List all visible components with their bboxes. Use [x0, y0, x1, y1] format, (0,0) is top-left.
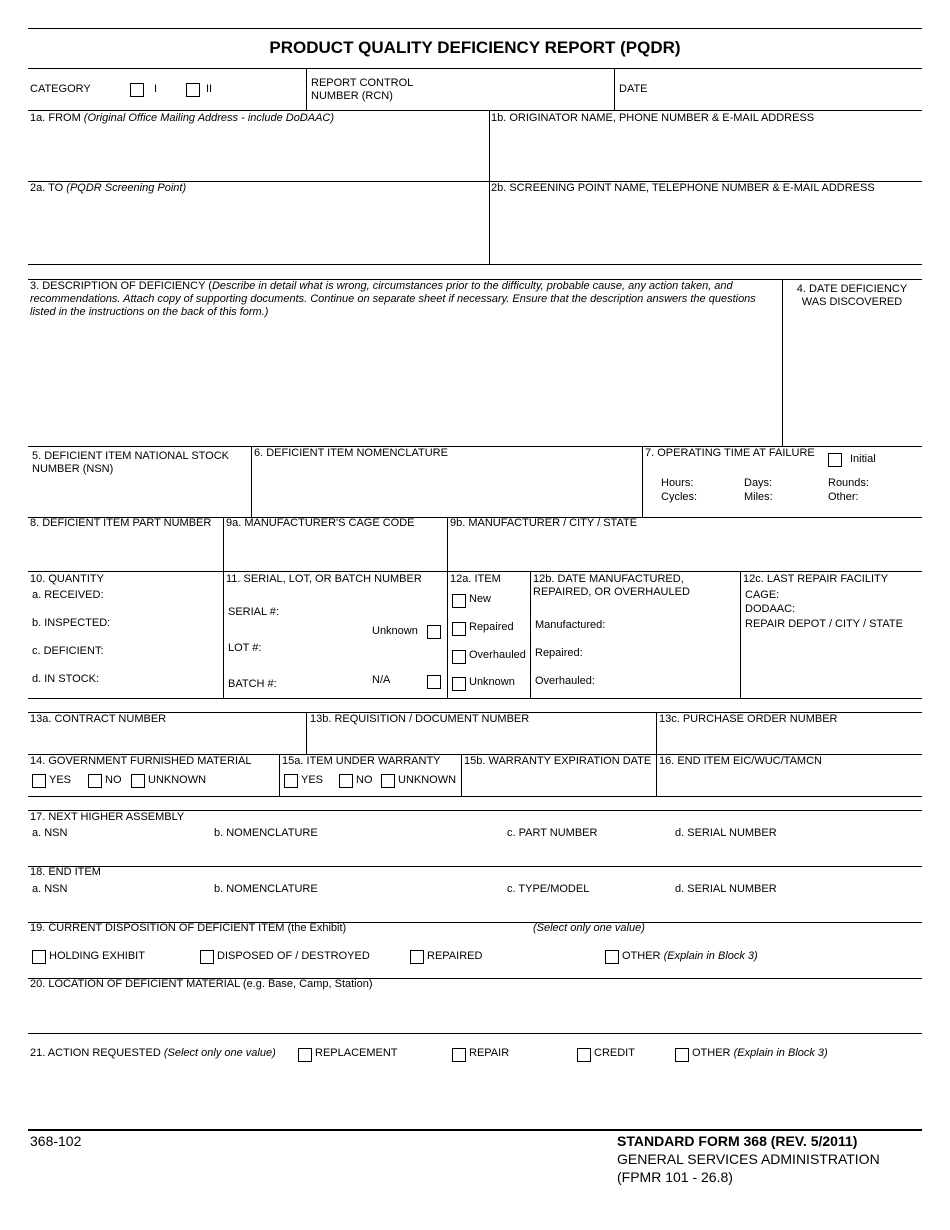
- block-4-label-line2: WAS DISCOVERED: [801, 296, 903, 308]
- block-5-label-line1: 5. DEFICIENT ITEM NATIONAL STOCK: [32, 450, 230, 462]
- block-12b-label-line1: 12b. DATE MANUFACTURED,: [533, 573, 684, 585]
- block-9a-label: 9a. MANUFACTURER'S CAGE CODE: [226, 517, 415, 529]
- warranty-yes-label: YES: [301, 774, 324, 786]
- holding-exhibit-label: HOLDING EXHIBIT: [49, 950, 145, 962]
- block-20-label: 20. LOCATION OF DEFICIENT MATERIAL (e.g. Base, Camp, Station): [30, 978, 373, 990]
- warranty-unknown-checkbox[interactable]: [381, 774, 395, 788]
- inspected-label: b. INSPECTED:: [32, 617, 111, 629]
- category-ii-label: II: [206, 83, 213, 95]
- block-18-label: 18. END ITEM: [30, 866, 101, 878]
- block-14-label: 14. GOVERNMENT FURNISHED MATERIAL: [30, 755, 252, 767]
- warranty-unknown-label: UNKNOWN: [398, 774, 457, 786]
- block-1b-label: 1b. ORIGINATOR NAME, PHONE NUMBER & E-MAIL ADDRESS: [491, 112, 815, 124]
- cage-label: CAGE:: [745, 589, 780, 601]
- miles-label: Miles:: [744, 491, 773, 503]
- block-2b-label: 2b. SCREENING POINT NAME, TELEPHONE NUMBER & E-MAIL ADDRESS: [491, 182, 875, 194]
- batch-label: BATCH #:: [228, 678, 277, 690]
- cycles-label: Cycles:: [661, 491, 698, 503]
- disposition-other-label: OTHER (Explain in Block 3): [622, 950, 758, 962]
- lot-label: LOT #:: [228, 642, 262, 654]
- gfm-yes-checkbox[interactable]: [32, 774, 46, 788]
- standard-form-id: STANDARD FORM 368 (REV. 5/2011): [617, 1133, 858, 1149]
- block-1a-label: 1a. FROM (Original Office Mailing Address - include DoDAAC): [30, 112, 335, 124]
- item-new-checkbox[interactable]: [452, 594, 466, 608]
- disposition-repaired-label: REPAIRED: [427, 950, 483, 962]
- block-11-label: 11. SERIAL, LOT, OR BATCH NUMBER: [226, 573, 422, 585]
- disposed-label: DISPOSED OF / DESTROYED: [217, 950, 370, 962]
- rounds-label: Rounds:: [828, 477, 869, 489]
- serial-unknown-label: Unknown: [372, 625, 418, 637]
- disposition-repaired-checkbox[interactable]: [410, 950, 424, 964]
- gfm-unknown-label: UNKNOWN: [148, 774, 207, 786]
- repair-depot-label: REPAIR DEPOT / CITY / STATE: [745, 618, 903, 630]
- initial-label: Initial: [850, 453, 876, 465]
- repaired-date-label: Repaired:: [535, 647, 583, 659]
- replacement-checkbox[interactable]: [298, 1048, 312, 1062]
- block-10-label: 10. QUANTITY: [30, 573, 104, 585]
- warranty-no-label: NO: [356, 774, 373, 786]
- hours-label: Hours:: [661, 477, 694, 489]
- block-3-label: 3. DESCRIPTION OF DEFICIENCY (Describe in detail what is wrong, circumstances prior to the difficulty, probable cause, any action taken, and recommendations. Attach copy of supporting documents. Continue on separate sheet if necessary. Ensure that the description answers the questions listed in the instructions on the back of this form.): [30, 280, 756, 318]
- na-checkbox[interactable]: [427, 675, 441, 689]
- credit-checkbox[interactable]: [577, 1048, 591, 1062]
- initial-checkbox[interactable]: [828, 453, 842, 467]
- serial-unknown-checkbox[interactable]: [427, 625, 441, 639]
- end-item-nomenclature-label: b. NOMENCLATURE: [214, 883, 318, 895]
- agency-name: GENERAL SERVICES ADMINISTRATION: [617, 1151, 880, 1167]
- gfm-no-checkbox[interactable]: [88, 774, 102, 788]
- item-new-label: New: [469, 593, 492, 605]
- deficient-label: c. DEFICIENT:: [32, 645, 104, 657]
- fpmr-reference: (FPMR 101 - 26.8): [617, 1169, 733, 1185]
- dodaac-label: DODAAC:: [745, 603, 796, 615]
- item-repaired-checkbox[interactable]: [452, 622, 466, 636]
- item-repaired-label: Repaired: [469, 621, 514, 633]
- block-21-label: 21. ACTION REQUESTED (Select only one value): [30, 1047, 276, 1059]
- disposition-other-checkbox[interactable]: [605, 950, 619, 964]
- form-title: PRODUCT QUALITY DEFICIENCY REPORT (PQDR): [269, 38, 681, 57]
- date-label: DATE: [619, 83, 648, 95]
- rcn-label-line1: REPORT CONTROL: [311, 77, 414, 89]
- block-13c-label: 13c. PURCHASE ORDER NUMBER: [659, 713, 838, 725]
- block-13b-label: 13b. REQUISITION / DOCUMENT NUMBER: [310, 713, 530, 725]
- warranty-no-checkbox[interactable]: [339, 774, 353, 788]
- rcn-label-line2: NUMBER (RCN): [311, 90, 393, 102]
- end-item-serial-number-label: d. SERIAL NUMBER: [675, 883, 777, 895]
- block-17-label: 17. NEXT HIGHER ASSEMBLY: [30, 811, 185, 823]
- block-9b-label: 9b. MANUFACTURER / CITY / STATE: [450, 517, 638, 529]
- block-12b-label-line2: REPAIRED, OR OVERHAULED: [533, 586, 690, 598]
- in-stock-label: d. IN STOCK:: [32, 673, 100, 685]
- block-2a-label: 2a. TO (PQDR Screening Point): [30, 182, 187, 194]
- other-time-label: Other:: [828, 491, 859, 503]
- end-item-type-model-label: c. TYPE/MODEL: [507, 883, 590, 895]
- form-number: 368-102: [30, 1133, 82, 1149]
- nha-serial-number-label: d. SERIAL NUMBER: [675, 827, 777, 839]
- block-16-label: 16. END ITEM EIC/WUC/TAMCN: [659, 755, 822, 767]
- block-6-label: 6. DEFICIENT ITEM NOMENCLATURE: [254, 447, 448, 459]
- credit-label: CREDIT: [594, 1047, 635, 1059]
- item-overhauled-label: Overhauled: [469, 649, 526, 661]
- manufactured-label: Manufactured:: [535, 619, 606, 631]
- block-8-label: 8. DEFICIENT ITEM PART NUMBER: [30, 517, 212, 529]
- block-12a-label: 12a. ITEM: [450, 573, 501, 585]
- gfm-no-label: NO: [105, 774, 122, 786]
- block-19-label: 19. CURRENT DISPOSITION OF DEFICIENT ITEM (the Exhibit): [30, 922, 347, 934]
- disposed-checkbox[interactable]: [200, 950, 214, 964]
- item-unknown-label: Unknown: [469, 676, 515, 688]
- gfm-yes-label: YES: [49, 774, 72, 786]
- block-15b-label: 15b. WARRANTY EXPIRATION DATE: [464, 755, 652, 767]
- holding-exhibit-checkbox[interactable]: [32, 950, 46, 964]
- gfm-unknown-checkbox[interactable]: [131, 774, 145, 788]
- block-19-note: (Select only one value): [533, 922, 645, 934]
- item-overhauled-checkbox[interactable]: [452, 650, 466, 664]
- serial-label: SERIAL #:: [228, 606, 279, 618]
- repair-checkbox[interactable]: [452, 1048, 466, 1062]
- received-label: a. RECEIVED:: [32, 589, 104, 601]
- block-12c-label: 12c. LAST REPAIR FACILITY: [743, 573, 889, 585]
- block-15a-label: 15a. ITEM UNDER WARRANTY: [282, 755, 441, 767]
- category-i-checkbox[interactable]: [130, 83, 144, 97]
- nha-nsn-label: a. NSN: [32, 827, 68, 839]
- overhauled-date-label: Overhauled:: [535, 675, 595, 687]
- category-ii-checkbox[interactable]: [186, 83, 200, 97]
- warranty-yes-checkbox[interactable]: [284, 774, 298, 788]
- action-other-checkbox[interactable]: [675, 1048, 689, 1062]
- replacement-label: REPLACEMENT: [315, 1047, 398, 1059]
- na-label: N/A: [372, 674, 391, 686]
- category-i-label: I: [154, 83, 158, 95]
- block-5-label-line2: NUMBER (NSN): [32, 463, 114, 475]
- block-4-label-line1: 4. DATE DEFICIENCY: [796, 283, 908, 295]
- action-other-label: OTHER (Explain in Block 3): [692, 1047, 828, 1059]
- end-item-nsn-label: a. NSN: [32, 883, 68, 895]
- block-7-label: 7. OPERATING TIME AT FAILURE: [645, 447, 815, 459]
- days-label: Days:: [744, 477, 773, 489]
- nha-part-number-label: c. PART NUMBER: [507, 827, 598, 839]
- nha-nomenclature-label: b. NOMENCLATURE: [214, 827, 318, 839]
- category-label: CATEGORY: [30, 83, 91, 95]
- block-13a-label: 13a. CONTRACT NUMBER: [30, 713, 167, 725]
- repair-label: REPAIR: [469, 1047, 510, 1059]
- item-unknown-checkbox[interactable]: [452, 677, 466, 691]
